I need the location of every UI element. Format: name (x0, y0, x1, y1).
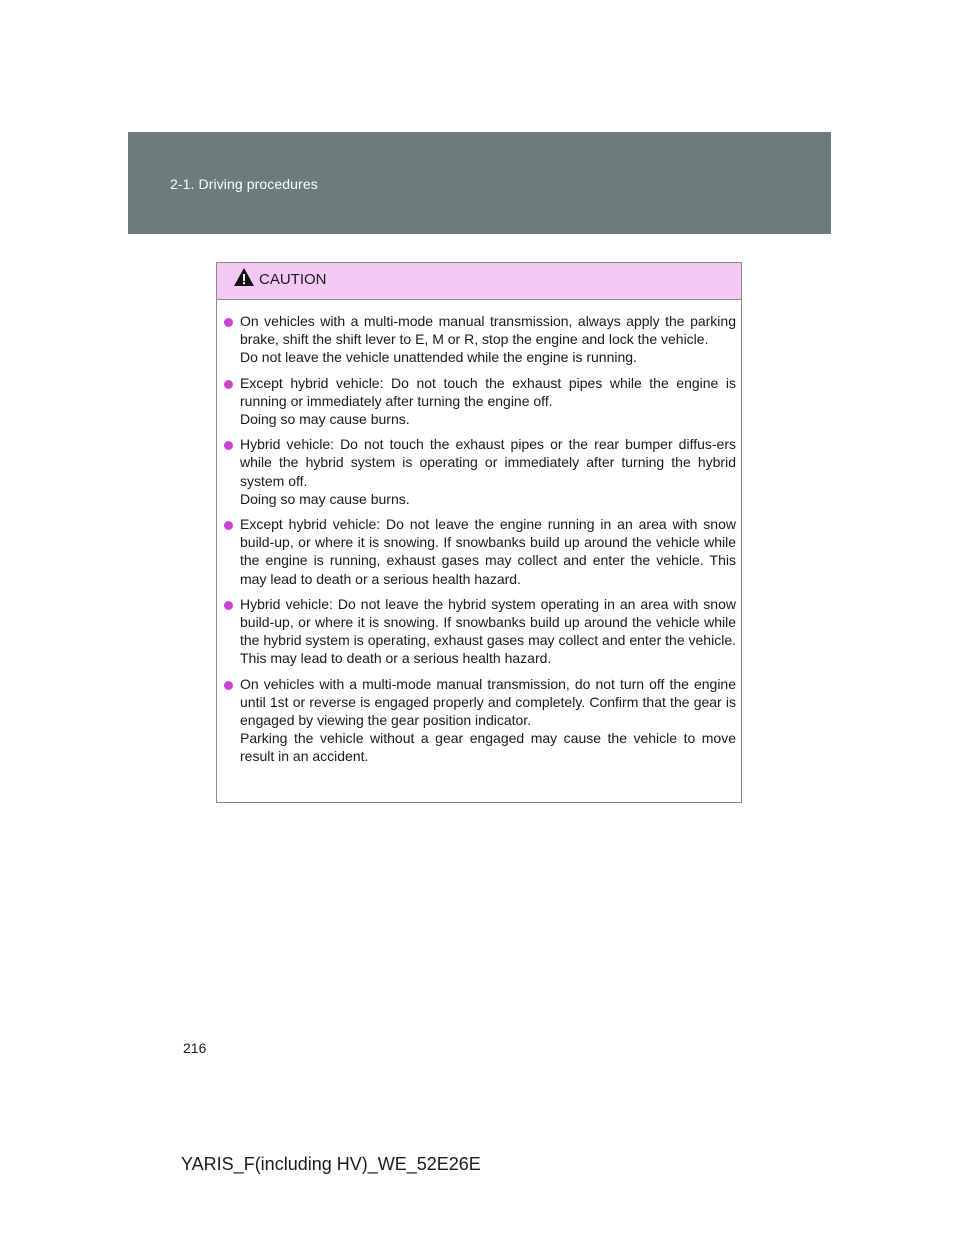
page-number: 216 (183, 1040, 207, 1056)
caution-item-text (240, 595, 736, 668)
bullet-icon (224, 441, 233, 450)
caution-list (217, 300, 741, 766)
caution-item (217, 312, 736, 367)
bullet-icon (224, 380, 233, 389)
bullet-icon (224, 318, 233, 327)
caution-box (216, 262, 742, 803)
caution-paragraph: Doing so may cause burns. (240, 411, 410, 428)
caution-title: CAUTION (259, 271, 327, 288)
caution-paragraph: Hybrid vehicle: Do not touch the exhaust pipes or the rear bumper diffus-ers while the hybrid system is operating or immediately after turning the hybrid system off. (240, 436, 736, 489)
caution-paragraph: Parking the vehicle without a gear engaged may cause the vehicle to move result in an accident. (240, 730, 736, 765)
bullet-icon (224, 681, 233, 690)
bullet-icon (224, 521, 233, 530)
caution-item (217, 435, 736, 508)
caution-paragraph: Do not leave the vehicle unattended while the engine is running. (240, 349, 637, 366)
caution-item-text (240, 515, 736, 588)
caution-item (217, 595, 736, 668)
caution-paragraph: On vehicles with a multi-mode manual transmission, do not turn off the engine until 1st or reverse is engaged properly and completely. Confirm that the gear is engaged by viewing the gear position indicator. (240, 675, 736, 729)
caution-paragraph: Except hybrid vehicle: Do not touch the exhaust pipes while the engine is running or immediately after turning the engine off. (240, 374, 736, 409)
caution-item (217, 374, 736, 429)
caution-paragraph: Except hybrid vehicle: Do not leave the engine running in an area with snow build-up, or where it is snowing. If snowbanks build up around the vehicle while the engine is running, exhaust gases may collect and enter the vehicle. This may lead to death or a serious health hazard. (240, 516, 736, 587)
section-title: 2-1. Driving procedures (170, 176, 318, 192)
caution-item-text (240, 312, 736, 367)
section-header-band (128, 132, 831, 234)
bullet-icon (224, 601, 233, 610)
caution-header (217, 263, 741, 300)
caution-item (217, 675, 736, 766)
caution-item-text (240, 675, 736, 766)
caution-paragraph: Hybrid vehicle: Do not leave the hybrid system operating in an area with snow build-up, or where it is snowing. If snowbanks build up around the vehicle while the hybrid system is operating, exhaust gases may collect and enter the vehicle. This may lead to death or a serious health hazard. (240, 595, 736, 667)
caution-paragraph: Doing so may cause burns. (240, 490, 410, 507)
warning-triangle-icon (233, 267, 255, 287)
caution-paragraph: On vehicles with a multi-mode manual transmission, always apply the parking brake, shift the shift lever to E, M or R, stop the engine and lock the vehicle. (240, 313, 736, 348)
document-id: YARIS_F(including HV)_WE_52E26E (181, 1154, 481, 1174)
caution-item-text (240, 374, 736, 429)
caution-item-text (240, 435, 736, 508)
caution-item (217, 515, 736, 588)
